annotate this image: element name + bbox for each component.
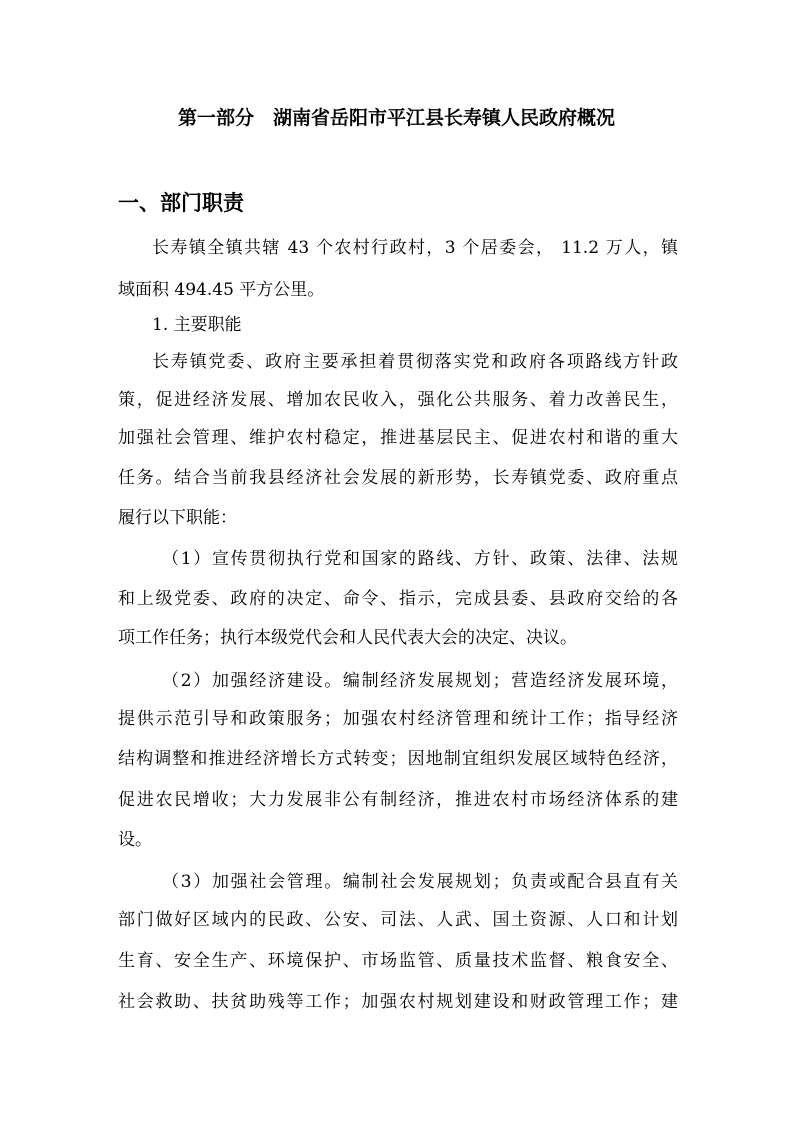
- paragraph-line: 履行以下职能：: [118, 508, 237, 528]
- paragraph-line: 提供示范引导和政策服务；加强农村经济管理和统计工作；指导经济: [118, 709, 678, 729]
- paragraph-line: 生育、安全生产、环境保护、市场监管、质量技术监督、粮食安全、: [118, 951, 678, 971]
- paragraph-line: 长寿镇党委、政府主要承担着贯彻落实党和政府各项路线方针政: [152, 352, 678, 372]
- paragraph-line: 和上级党委、政府的决定、命令、指示，完成县委、县政府交给的各: [118, 589, 678, 609]
- paragraph-line: 结构调整和推进经济增长方式转变；因地制宜组织发展区域特色经济，: [118, 749, 678, 769]
- paragraph-line: 促进农民增收；大力发展非公有制经济，推进农村市场经济体系的建: [118, 790, 678, 810]
- paragraph-line: （2）加强经济建设。编制经济发展规划；营造经济发展环境，: [162, 671, 678, 691]
- page-title: 第一部分 湖南省岳阳市平江县长寿镇人民政府概况: [177, 107, 615, 129]
- section-heading: 一、部门职责: [118, 191, 244, 215]
- paragraph-line: 项工作任务；执行本级党代会和人民代表大会的决定、决议。: [118, 628, 577, 648]
- paragraph-line: 社会救助、扶贫助残等工作；加强农村规划建设和财政管理工作；建: [118, 992, 678, 1012]
- paragraph-line: 任务。结合当前我县经济社会发展的新形势，长寿镇党委、政府重点: [118, 468, 678, 488]
- paragraph-line: 域面积 494.45 平方公里。: [118, 280, 325, 300]
- paragraph-line: 策，促进经济发展、增加农民收入，强化公共服务、着力改善民生，: [118, 390, 678, 410]
- paragraph-line: （3）加强社会管理。编制社会发展规划；负责或配合县直有关: [162, 872, 678, 892]
- paragraph-line: 部门做好区域内的民政、公安、司法、人武、国土资源、人口和计划: [118, 910, 678, 930]
- subheading-main-functions: 1. 主要职能: [152, 315, 242, 335]
- paragraph-line: 长寿镇全镇共辖 43 个农村行政村，3 个居委会， 11.2 万人，镇: [152, 238, 678, 258]
- paragraph-line: （1）宣传贯彻执行党和国家的路线、方针、政策、法律、法规: [162, 549, 678, 569]
- paragraph-line: 设。: [118, 830, 152, 850]
- paragraph-line: 加强社会管理、维护农村稳定，推进基层民主、促进农村和谐的重大: [118, 428, 678, 448]
